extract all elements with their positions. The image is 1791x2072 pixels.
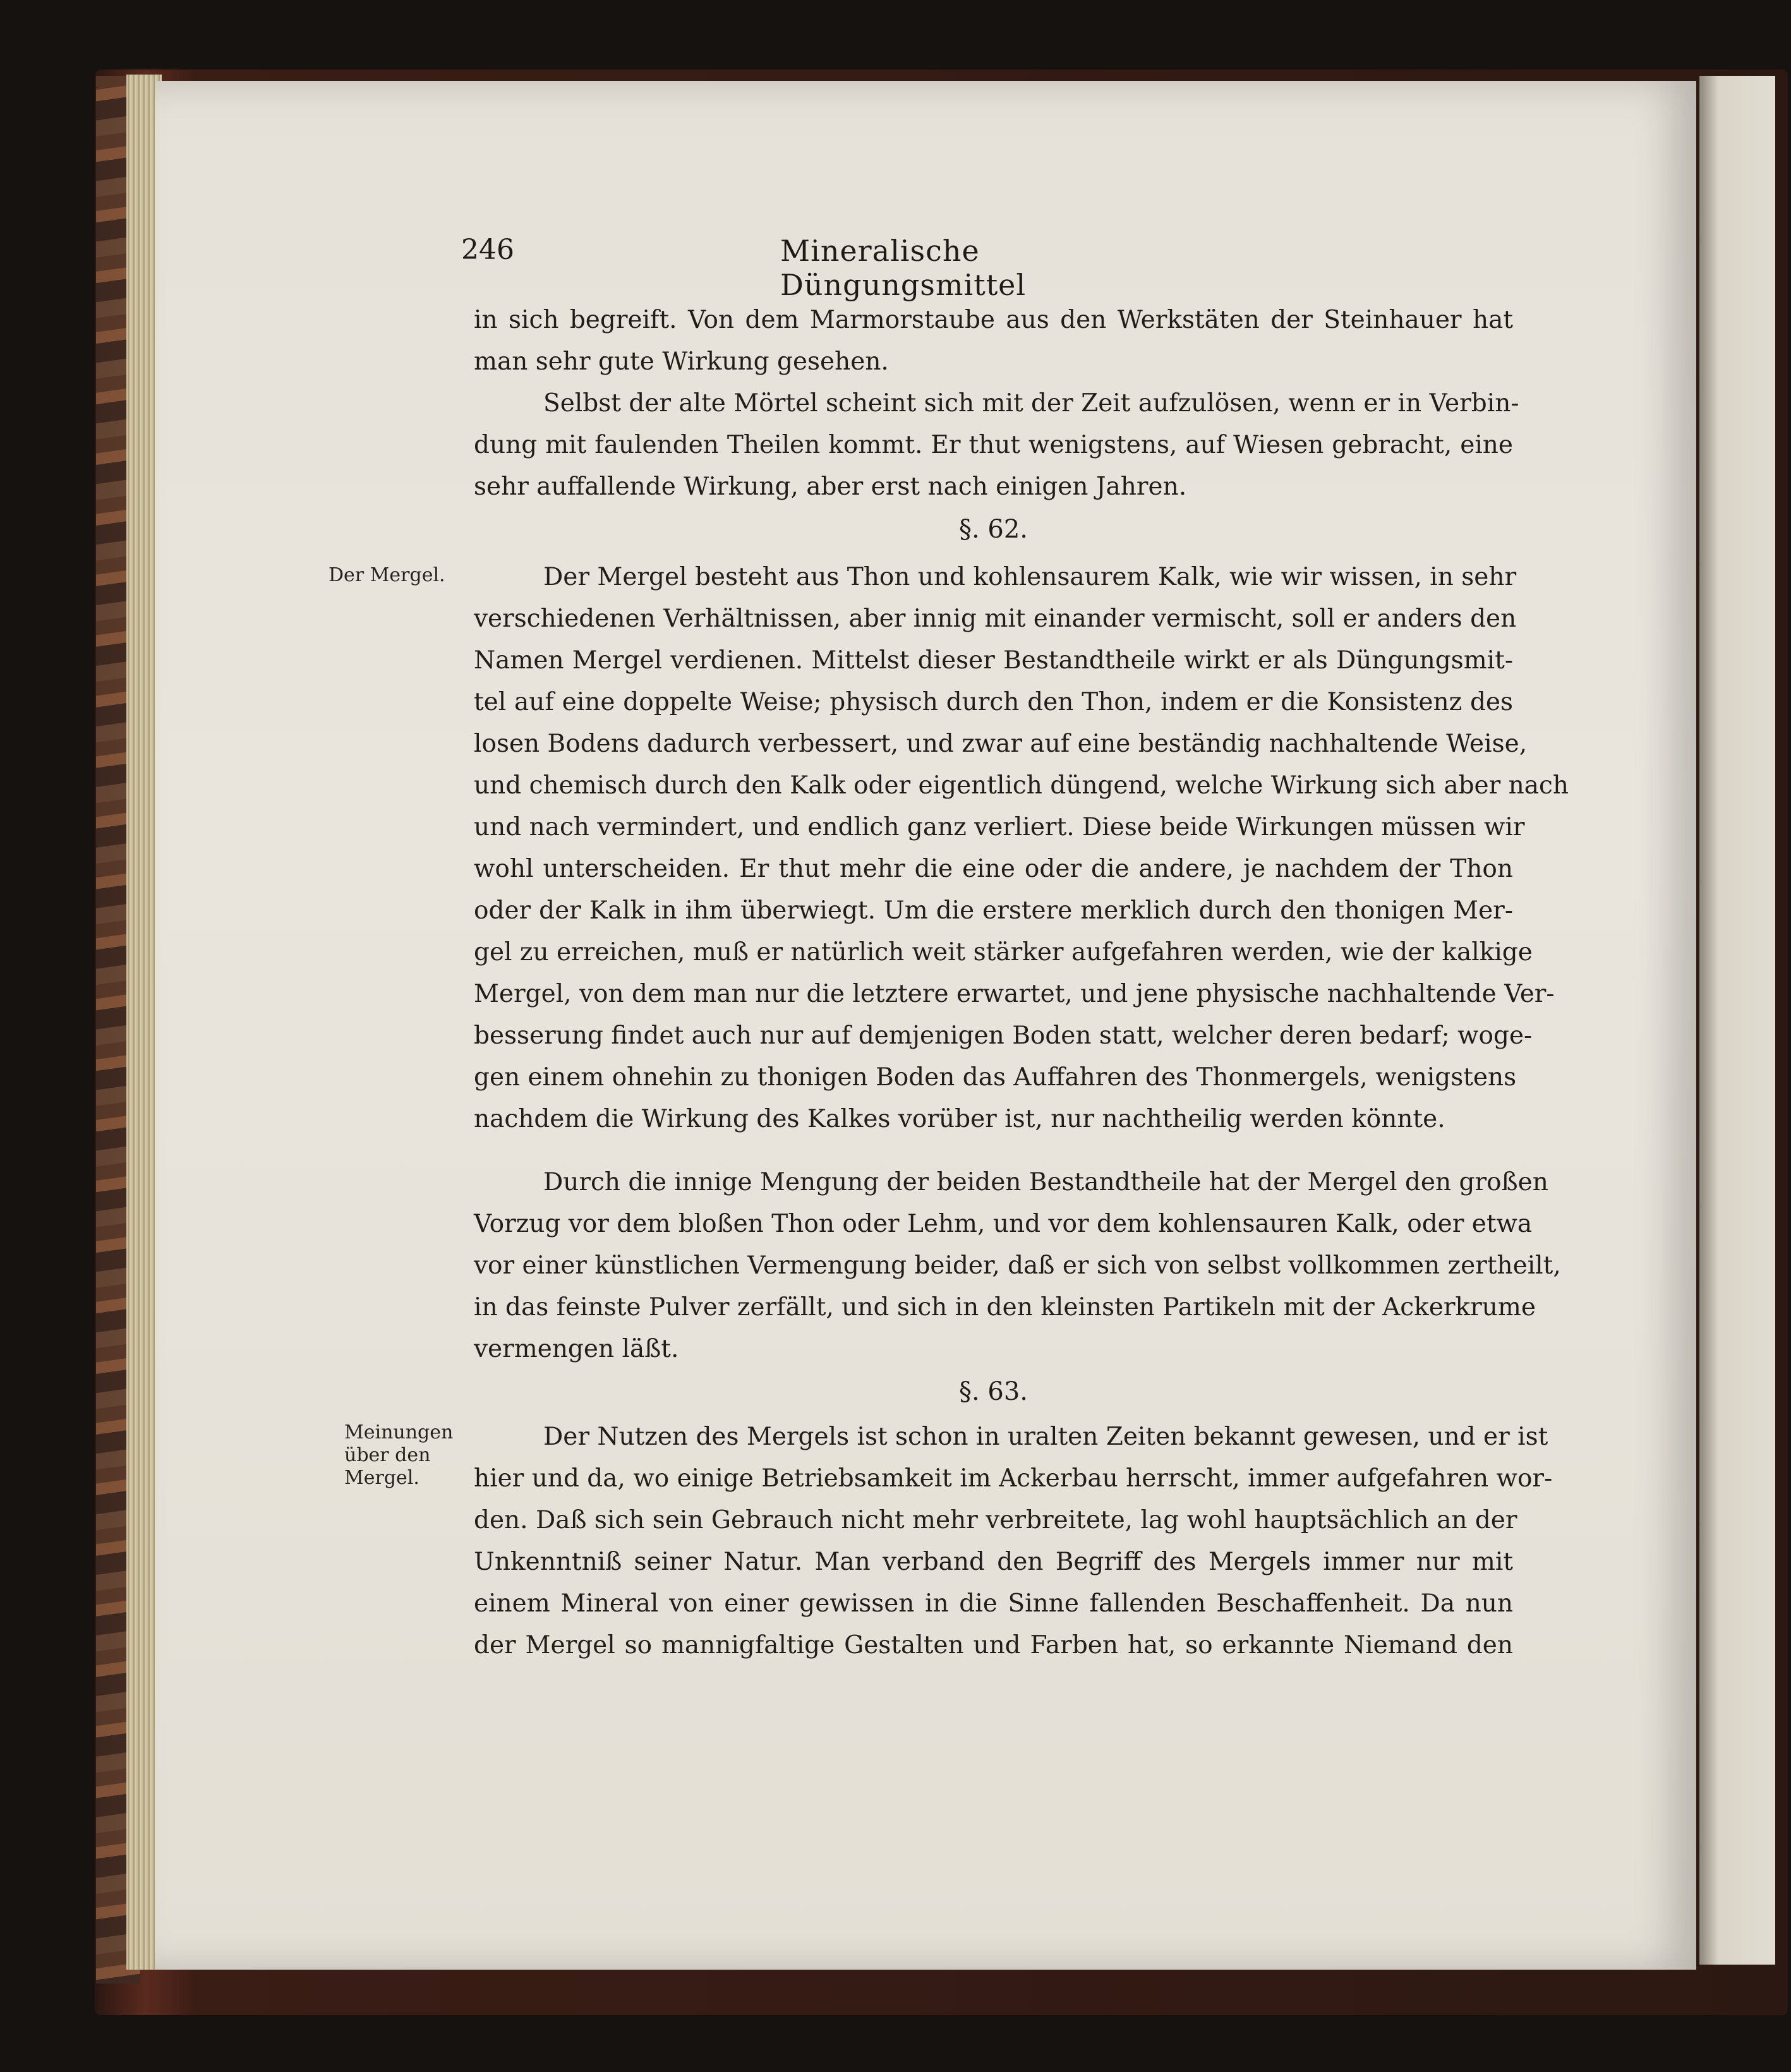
marginal-note-der-mergel: Der Mergel. [329,564,445,586]
text-line: einem Mineral von einer gewissen in die Sinne fallenden Beschaffenheit. Da nun [474,1589,1513,1618]
marginal-line: Mergel. [344,1467,419,1489]
text-line: besserung findet auch nur auf demjenigen Boden statt, welcher deren bedarf; woge- [474,1021,1533,1050]
text-line: vermengen läßt. [474,1335,679,1363]
text-line: Mergel, von dem man nur die letztere erwartet, und jene physische nachhaltende Ver- [474,980,1555,1008]
section-heading-62: §. 62. [958,515,1028,544]
text-line: Selbst der alte Mörtel scheint sich mit der Zeit aufzulösen, wenn er in Verbin- [543,389,1519,418]
text-line: gel zu erreichen, muß er natürlich weit stärker aufgefahren werden, wie der kalkige [474,938,1533,967]
marginal-line: Meinungen [344,1421,454,1443]
text-line: vor einer künstlichen Vermengung beider, daß er sich von selbst vollkommen zertheilt, [474,1251,1561,1280]
text-line: sehr auffallende Wirkung, aber erst nach einigen Jahren. [474,473,1187,501]
page-number: 246 [461,234,514,266]
text-line: dung mit faulenden Theilen kommt. Er thut wenigstens, auf Wiesen gebracht, eine [474,431,1513,459]
text-line: in das feinste Pulver zerfällt, und sich in den kleinsten Partikeln mit der Ackerkrume [474,1293,1536,1322]
text-line: verschiedenen Verhältnissen, aber innig mit einander vermischt, soll er anders den [474,605,1517,633]
facing-page-edge [1699,76,1775,1965]
marginal-line: über den [344,1444,431,1466]
text-line: Der Nutzen des Mergels ist schon in uralten Zeiten bekannt gewesen, und er ist [543,1423,1548,1451]
text-line: und nach vermindert, und endlich ganz verliert. Diese beide Wirkungen müssen wir [474,813,1525,841]
text-line: Namen Mergel verdienen. Mittelst dieser Bestandtheile wirkt er als Düngungsmit- [474,646,1513,675]
text-line: Vorzug vor dem bloßen Thon oder Lehm, und vor dem kohlensauren Kalk, oder etwa [474,1210,1533,1238]
page-header [461,227,1207,302]
text-line: in sich begreift. Von dem Marmorstaube aus den Werkstäten der Steinhauer hat [474,306,1513,334]
text-line: und chemisch durch den Kalk oder eigentlich düngend, welche Wirkung sich aber nach [474,771,1569,800]
text-line: den. Daß sich sein Gebrauch nicht mehr verbreitete, lag wohl hauptsächlich an der [474,1506,1517,1534]
text-line: oder der Kalk in ihm überwiegt. Um die erstere merklich durch den thonigen Mer- [474,896,1513,925]
section-heading-63: §. 63. [958,1377,1028,1406]
text-line: nachdem die Wirkung des Kalkes vorüber ist, nur nachtheilig werden könnte. [474,1105,1445,1133]
text-line: wohl unterscheiden. Er thut mehr die eine oder die andere, je nachdem der Thon [474,855,1513,883]
marginal-note-meinungen [344,1421,453,1490]
text-line: Unkenntniß seiner Natur. Man verband den Begriff des Mergels immer nur mit [474,1548,1513,1576]
text-line: gen einem ohnehin zu thonigen Boden das Auffahren des Thonmergels, wenigstens [474,1063,1517,1092]
text-line: hier und da, wo einige Betriebsamkeit im Ackerbau herrscht, immer aufgefahren wor- [474,1464,1553,1493]
text-line: der Mergel so mannigfaltige Gestalten und Farben hat, so erkannte Niemand den [474,1631,1513,1659]
text-line: Der Mergel besteht aus Thon und kohlensaurem Kalk, wie wir wissen, in sehr [543,563,1517,591]
text-line: losen Bodens dadurch verbessert, und zwar auf eine beständig nachhaltende Weise, [474,730,1528,758]
text-line: tel auf eine doppelte Weise; physisch durch den Thon, indem er die Konsistenz des [474,688,1513,716]
running-title: Mineralische Düngungsmittel [780,234,1027,302]
text-line: man sehr gute Wirkung gesehen. [474,347,889,376]
text-line: Durch die innige Mengung der beiden Bestandtheile hat der Mergel den großen [543,1168,1548,1196]
